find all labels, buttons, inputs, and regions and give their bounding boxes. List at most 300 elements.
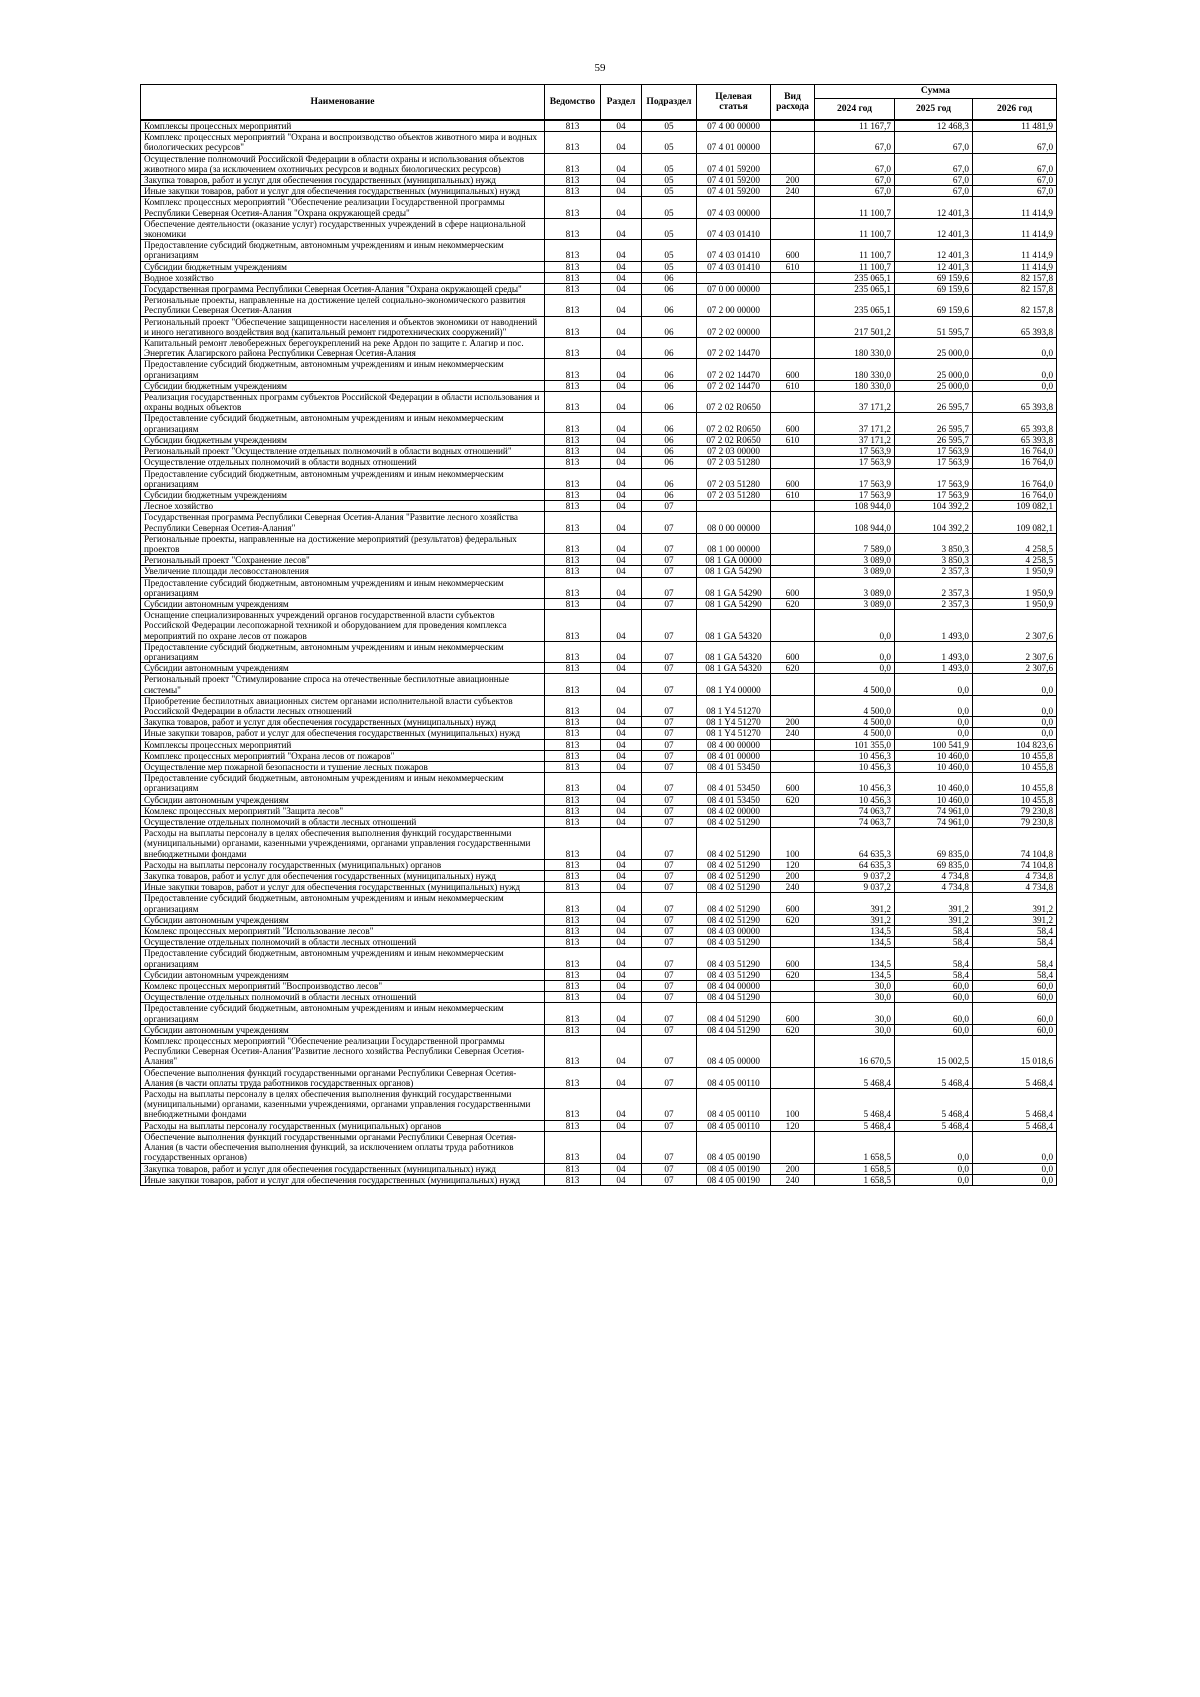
table-row <box>141 284 1057 295</box>
row-sum-2024: 37 171,2 <box>815 434 895 445</box>
row-sum-2025: 67,0 <box>895 186 973 197</box>
table-row <box>141 750 1057 761</box>
row-vr <box>771 272 815 283</box>
page-number: 59 <box>594 62 606 74</box>
row-sum-2025: 25 000,0 <box>895 380 973 391</box>
row-cs: 07 0 00 00000 <box>697 284 771 295</box>
row-razdel: 04 <box>601 457 642 468</box>
row-vr <box>771 218 815 239</box>
row-vr <box>771 457 815 468</box>
row-podrazdel: 07 <box>642 1174 697 1185</box>
row-vr: 200 <box>771 175 815 186</box>
row-sum-2024: 67,0 <box>815 186 895 197</box>
row-vr: 620 <box>771 969 815 980</box>
row-cs: 08 4 01 53450 <box>697 794 771 805</box>
row-sum-2026: 74 104,8 <box>973 828 1057 860</box>
row-name: Предоставление субсидий бюджетным, автономным учреждениям и иным некоммерческим организациям <box>141 893 545 914</box>
row-sum-2026: 391,2 <box>973 914 1057 925</box>
row-podrazdel: 06 <box>642 468 697 489</box>
row-razdel: 04 <box>601 1089 642 1121</box>
row-name: Осуществление отдельных полномочий в области лесных отношений <box>141 817 545 828</box>
row-podrazdel: 06 <box>642 316 697 337</box>
row-sum-2024: 16 670,5 <box>815 1036 895 1068</box>
row-cs: 07 4 01 59200 <box>697 175 771 186</box>
row-cs: 07 2 02 R0650 <box>697 434 771 445</box>
row-razdel: 04 <box>601 610 642 642</box>
row-cs: 07 2 02 00000 <box>697 316 771 337</box>
row-sum-2024: 4 500,0 <box>815 717 895 728</box>
row-razdel: 04 <box>601 794 642 805</box>
row-cs: 08 4 03 00000 <box>697 926 771 937</box>
row-razdel: 04 <box>601 512 642 533</box>
row-razdel: 04 <box>601 316 642 337</box>
row-sum-2025: 12 401,3 <box>895 197 973 218</box>
table-row <box>141 1131 1057 1163</box>
table-row <box>141 893 1057 914</box>
table-row <box>141 948 1057 969</box>
row-ved: 813 <box>545 948 601 969</box>
row-podrazdel: 06 <box>642 489 697 500</box>
table-row <box>141 153 1057 174</box>
row-sum-2024: 64 635,3 <box>815 859 895 870</box>
row-razdel: 04 <box>601 338 642 359</box>
row-sum-2024: 10 456,3 <box>815 773 895 794</box>
row-razdel: 04 <box>601 240 642 261</box>
table-row <box>141 218 1057 239</box>
row-sum-2024: 180 330,0 <box>815 338 895 359</box>
header-podrazdel: Подраздел <box>642 85 697 121</box>
row-sum-2024: 217 501,2 <box>815 316 895 337</box>
row-name: Субсидии автономным учреждениям <box>141 663 545 674</box>
row-sum-2025: 60,0 <box>895 981 973 992</box>
row-razdel: 04 <box>601 893 642 914</box>
row-podrazdel: 07 <box>642 937 697 948</box>
row-sum-2025: 26 595,7 <box>895 392 973 413</box>
row-cs: 08 4 02 51290 <box>697 882 771 893</box>
row-name: Осуществление отдельных полномочий в области лесных отношений <box>141 937 545 948</box>
row-sum-2025: 69 159,6 <box>895 284 973 295</box>
row-razdel: 04 <box>601 566 642 577</box>
table-row <box>141 717 1057 728</box>
table-row <box>141 882 1057 893</box>
row-podrazdel: 07 <box>642 641 697 662</box>
row-sum-2025: 12 401,3 <box>895 261 973 272</box>
row-ved: 813 <box>545 380 601 391</box>
row-name: Закупка товаров, работ и услуг для обеспечения государственных (муниципальных) нужд <box>141 175 545 186</box>
row-sum-2024: 4 500,0 <box>815 728 895 739</box>
row-sum-2026: 5 468,4 <box>973 1120 1057 1131</box>
row-vr: 600 <box>771 240 815 261</box>
row-podrazdel: 07 <box>642 717 697 728</box>
row-sum-2024: 11 100,7 <box>815 240 895 261</box>
row-sum-2025: 100 541,9 <box>895 739 973 750</box>
row-sum-2024: 1 658,5 <box>815 1163 895 1174</box>
row-sum-2025: 10 460,0 <box>895 761 973 772</box>
row-ved: 813 <box>545 555 601 566</box>
row-sum-2026: 15 018,6 <box>973 1036 1057 1068</box>
row-sum-2024: 1 658,5 <box>815 1174 895 1185</box>
row-sum-2024: 9 037,2 <box>815 882 895 893</box>
row-cs: 07 2 00 00000 <box>697 295 771 316</box>
row-ved: 813 <box>545 728 601 739</box>
row-vr <box>771 533 815 554</box>
row-cs: 08 4 04 51290 <box>697 992 771 1003</box>
row-vr: 600 <box>771 577 815 598</box>
table-row <box>141 132 1057 153</box>
row-vr <box>771 284 815 295</box>
row-sum-2024: 30,0 <box>815 1003 895 1024</box>
row-ved: 813 <box>545 295 601 316</box>
row-sum-2025: 60,0 <box>895 992 973 1003</box>
row-name: Водное хозяйство <box>141 272 545 283</box>
row-vr <box>771 392 815 413</box>
row-sum-2024: 4 500,0 <box>815 695 895 716</box>
row-sum-2026: 10 455,8 <box>973 761 1057 772</box>
row-ved: 813 <box>545 153 601 174</box>
row-ved: 813 <box>545 120 601 132</box>
row-sum-2025: 3 850,3 <box>895 555 973 566</box>
row-podrazdel: 07 <box>642 1067 697 1088</box>
row-cs: 08 4 04 00000 <box>697 981 771 992</box>
row-cs: 07 2 03 51280 <box>697 468 771 489</box>
table-row <box>141 316 1057 337</box>
row-podrazdel: 07 <box>642 674 697 695</box>
row-cs: 08 4 01 53450 <box>697 773 771 794</box>
row-vr <box>771 992 815 1003</box>
row-sum-2026: 58,4 <box>973 948 1057 969</box>
row-sum-2024: 391,2 <box>815 914 895 925</box>
row-podrazdel: 07 <box>642 1036 697 1068</box>
row-ved: 813 <box>545 717 601 728</box>
row-razdel: 04 <box>601 859 642 870</box>
row-cs <box>697 272 771 283</box>
row-ved: 813 <box>545 663 601 674</box>
row-sum-2024: 74 063,7 <box>815 817 895 828</box>
table-row <box>141 380 1057 391</box>
row-name: Субсидии автономным учреждениям <box>141 914 545 925</box>
row-sum-2025: 58,4 <box>895 926 973 937</box>
row-sum-2026: 79 230,8 <box>973 817 1057 828</box>
table-row <box>141 338 1057 359</box>
row-name: Лесное хозяйство <box>141 501 545 512</box>
row-razdel: 04 <box>601 750 642 761</box>
row-sum-2026: 11 414,9 <box>973 218 1057 239</box>
row-sum-2025: 2 357,3 <box>895 577 973 598</box>
row-sum-2026: 1 950,9 <box>973 566 1057 577</box>
row-name: Комлекс процессных мероприятий "Защита лесов" <box>141 805 545 816</box>
row-sum-2024: 17 563,9 <box>815 446 895 457</box>
row-name: Капитальный ремонт левобережных берегоукреплений на реке Ардон по защите г. Алагир и пос. Энергетик Алагирского района Республики Северная Осетия-Алания <box>141 338 545 359</box>
row-cs: 08 4 05 00110 <box>697 1067 771 1088</box>
row-sum-2025: 1 493,0 <box>895 641 973 662</box>
row-podrazdel: 07 <box>642 739 697 750</box>
row-cs: 08 1 GA 54290 <box>697 577 771 598</box>
row-vr: 100 <box>771 828 815 860</box>
row-cs: 08 4 00 00000 <box>697 739 771 750</box>
row-razdel: 04 <box>601 1003 642 1024</box>
table-row <box>141 914 1057 925</box>
row-sum-2025: 0,0 <box>895 717 973 728</box>
row-razdel: 04 <box>601 1131 642 1163</box>
row-sum-2024: 134,5 <box>815 948 895 969</box>
row-podrazdel: 07 <box>642 610 697 642</box>
row-sum-2026: 109 082,1 <box>973 512 1057 533</box>
row-name: Региональные проекты, направленные на достижение мероприятий (результатов) федеральных проектов <box>141 533 545 554</box>
row-sum-2026: 0,0 <box>973 1174 1057 1185</box>
row-name: Осуществление отдельных полномочий в области водных отношений <box>141 457 545 468</box>
row-sum-2026: 0,0 <box>973 380 1057 391</box>
row-sum-2026: 67,0 <box>973 186 1057 197</box>
row-name: Иные закупки товаров, работ и услуг для обеспечения государственных (муниципальных) нужд <box>141 728 545 739</box>
table-row <box>141 457 1057 468</box>
row-razdel: 04 <box>601 937 642 948</box>
row-sum-2026: 2 307,6 <box>973 641 1057 662</box>
row-razdel: 04 <box>601 380 642 391</box>
row-vr <box>771 512 815 533</box>
row-sum-2026: 4 258,5 <box>973 533 1057 554</box>
row-sum-2026: 60,0 <box>973 981 1057 992</box>
row-name: Комплексы процессных мероприятий <box>141 120 545 132</box>
row-name: Расходы на выплаты персоналу государственных (муниципальных) органов <box>141 859 545 870</box>
row-cs: 07 2 02 R0650 <box>697 392 771 413</box>
row-sum-2024: 11 100,7 <box>815 218 895 239</box>
row-sum-2024: 11 167,7 <box>815 120 895 132</box>
row-vr: 120 <box>771 859 815 870</box>
row-name: Субсидии автономным учреждениям <box>141 969 545 980</box>
table-row <box>141 773 1057 794</box>
header-ved: Ведомство <box>545 85 601 121</box>
row-sum-2024: 0,0 <box>815 641 895 662</box>
row-podrazdel: 07 <box>642 794 697 805</box>
row-sum-2026: 2 307,6 <box>973 610 1057 642</box>
row-sum-2026: 0,0 <box>973 338 1057 359</box>
row-vr: 240 <box>771 186 815 197</box>
table-row <box>141 197 1057 218</box>
row-sum-2025: 391,2 <box>895 893 973 914</box>
row-sum-2025: 69 835,0 <box>895 828 973 860</box>
row-sum-2025: 60,0 <box>895 1024 973 1035</box>
row-sum-2024: 1 658,5 <box>815 1131 895 1163</box>
row-vr: 200 <box>771 871 815 882</box>
table-row <box>141 1024 1057 1035</box>
row-podrazdel: 07 <box>642 1089 697 1121</box>
row-sum-2024: 235 065,1 <box>815 284 895 295</box>
row-sum-2026: 0,0 <box>973 674 1057 695</box>
row-razdel: 04 <box>601 1024 642 1035</box>
row-razdel: 04 <box>601 1036 642 1068</box>
row-sum-2025: 10 460,0 <box>895 773 973 794</box>
row-podrazdel: 06 <box>642 295 697 316</box>
header-razdel: Раздел <box>601 85 642 121</box>
row-sum-2026: 11 481,9 <box>973 120 1057 132</box>
row-sum-2026: 67,0 <box>973 175 1057 186</box>
row-razdel: 04 <box>601 272 642 283</box>
budget-table <box>140 84 1057 1186</box>
row-podrazdel: 07 <box>642 773 697 794</box>
row-ved: 813 <box>545 1003 601 1024</box>
row-name: Оснащение специализированных учреждений органов государственной власти субъектов Российской Федерации лесопожарной техникой и оборудованием для проведения комплекса мероприятий по охране лесов от пожаров <box>141 610 545 642</box>
row-razdel: 04 <box>601 468 642 489</box>
row-vr <box>771 805 815 816</box>
row-vr: 600 <box>771 773 815 794</box>
row-sum-2024: 180 330,0 <box>815 380 895 391</box>
table-row <box>141 1120 1057 1131</box>
row-podrazdel: 05 <box>642 132 697 153</box>
row-sum-2024: 134,5 <box>815 969 895 980</box>
table-row <box>141 261 1057 272</box>
row-razdel: 04 <box>601 969 642 980</box>
row-ved: 813 <box>545 434 601 445</box>
row-sum-2024: 10 456,3 <box>815 750 895 761</box>
row-sum-2026: 0,0 <box>973 695 1057 716</box>
row-ved: 813 <box>545 197 601 218</box>
table-row <box>141 1067 1057 1088</box>
row-podrazdel: 07 <box>642 1003 697 1024</box>
row-ved: 813 <box>545 610 601 642</box>
row-razdel: 04 <box>601 761 642 772</box>
row-sum-2026: 60,0 <box>973 992 1057 1003</box>
row-name: Региональный проект "Осуществление отдельных полномочий в области водных отношений" <box>141 446 545 457</box>
row-name: Осуществление полномочий Российской Федерации в области охраны и использования объектов животного мира (за исключением охотничьих ресурсов и водных биологических ресурсов) <box>141 153 545 174</box>
row-sum-2024: 5 468,4 <box>815 1067 895 1088</box>
row-name: Увеличение площади лесовосстановления <box>141 566 545 577</box>
row-razdel: 04 <box>601 186 642 197</box>
row-sum-2025: 67,0 <box>895 132 973 153</box>
row-sum-2026: 58,4 <box>973 969 1057 980</box>
row-razdel: 04 <box>601 739 642 750</box>
row-podrazdel: 07 <box>642 501 697 512</box>
row-cs: 07 2 02 14470 <box>697 359 771 380</box>
row-podrazdel: 07 <box>642 750 697 761</box>
table-row <box>141 555 1057 566</box>
row-name: Комплекс процессных мероприятий "Охрана и воспроизводство объектов животного мира и водных биологических ресурсов" <box>141 132 545 153</box>
row-ved: 813 <box>545 805 601 816</box>
row-cs: 08 1 GA 00000 <box>697 555 771 566</box>
table-row <box>141 501 1057 512</box>
row-podrazdel: 07 <box>642 882 697 893</box>
table-row <box>141 434 1057 445</box>
row-vr <box>771 750 815 761</box>
row-ved: 813 <box>545 338 601 359</box>
row-cs: 08 1 Y4 51270 <box>697 728 771 739</box>
row-ved: 813 <box>545 1174 601 1185</box>
table-body <box>141 120 1057 1185</box>
row-vr <box>771 674 815 695</box>
row-ved: 813 <box>545 457 601 468</box>
row-sum-2026: 104 823,6 <box>973 739 1057 750</box>
row-name: Предоставление субсидий бюджетным, автономным учреждениям и иным некоммерческим организациям <box>141 948 545 969</box>
row-vr <box>771 937 815 948</box>
row-podrazdel: 07 <box>642 512 697 533</box>
row-podrazdel: 07 <box>642 805 697 816</box>
table-row <box>141 794 1057 805</box>
row-vr: 600 <box>771 1003 815 1024</box>
row-podrazdel: 07 <box>642 893 697 914</box>
row-sum-2025: 4 734,8 <box>895 871 973 882</box>
row-sum-2025: 1 493,0 <box>895 610 973 642</box>
row-sum-2026: 16 764,0 <box>973 457 1057 468</box>
row-sum-2025: 69 835,0 <box>895 859 973 870</box>
row-podrazdel: 06 <box>642 446 697 457</box>
row-ved: 813 <box>545 773 601 794</box>
row-sum-2025: 74 961,0 <box>895 817 973 828</box>
row-name: Государственная программа Республики Северная Осетия-Алания "Развитие лесного хозяйства Республики Северная Осетия-Алания" <box>141 512 545 533</box>
row-sum-2026: 4 734,8 <box>973 882 1057 893</box>
row-sum-2026: 65 393,8 <box>973 434 1057 445</box>
row-razdel: 04 <box>601 434 642 445</box>
row-ved: 813 <box>545 186 601 197</box>
row-razdel: 04 <box>601 773 642 794</box>
row-sum-2024: 134,5 <box>815 926 895 937</box>
row-sum-2026: 16 764,0 <box>973 489 1057 500</box>
row-sum-2024: 5 468,4 <box>815 1089 895 1121</box>
table-row <box>141 610 1057 642</box>
row-sum-2025: 69 159,6 <box>895 272 973 283</box>
row-ved: 813 <box>545 413 601 434</box>
row-sum-2026: 74 104,8 <box>973 859 1057 870</box>
row-ved: 813 <box>545 641 601 662</box>
row-vr <box>771 566 815 577</box>
row-sum-2025: 17 563,9 <box>895 468 973 489</box>
row-name: Осуществление отдельных полномочий в области лесных отношений <box>141 992 545 1003</box>
row-name: Субсидии автономным учреждениям <box>141 598 545 609</box>
row-name: Комлекс процессных мероприятий "Использование лесов" <box>141 926 545 937</box>
row-name: Расходы на выплаты персоналу в целях обеспечения выполнения функций государственными (муниципальными) органами, казенными учреждениями, органами управления государственными внебюджетными фондами <box>141 828 545 860</box>
row-vr <box>771 153 815 174</box>
row-sum-2026: 5 468,4 <box>973 1067 1057 1088</box>
row-vr <box>771 555 815 566</box>
row-name: Комплекс процессных мероприятий "Охрана лесов от пожаров" <box>141 750 545 761</box>
row-cs: 08 4 04 51290 <box>697 1024 771 1035</box>
row-name: Обеспечение деятельности (оказание услуг) государственных учреждений в сфере национальной экономики <box>141 218 545 239</box>
row-sum-2024: 235 065,1 <box>815 295 895 316</box>
row-vr: 620 <box>771 914 815 925</box>
row-sum-2026: 82 157,8 <box>973 295 1057 316</box>
row-razdel: 04 <box>601 1120 642 1131</box>
header-name: Наименование <box>141 85 545 121</box>
row-sum-2024: 37 171,2 <box>815 413 895 434</box>
row-vr: 610 <box>771 261 815 272</box>
row-ved: 813 <box>545 261 601 272</box>
table-row <box>141 926 1057 937</box>
row-sum-2026: 391,2 <box>973 893 1057 914</box>
row-razdel: 04 <box>601 1163 642 1174</box>
row-sum-2025: 0,0 <box>895 674 973 695</box>
row-podrazdel: 06 <box>642 380 697 391</box>
row-sum-2025: 391,2 <box>895 914 973 925</box>
row-podrazdel: 05 <box>642 261 697 272</box>
row-vr <box>771 739 815 750</box>
row-podrazdel: 06 <box>642 359 697 380</box>
row-podrazdel: 07 <box>642 695 697 716</box>
row-sum-2026: 65 393,8 <box>973 392 1057 413</box>
row-sum-2025: 26 595,7 <box>895 434 973 445</box>
row-razdel: 04 <box>601 218 642 239</box>
row-name: Расходы на выплаты персоналу в целях обеспечения выполнения функций государственными (муниципальными) органами, казенными учреждениями, органами управления государственными внебюджетными фондами <box>141 1089 545 1121</box>
row-sum-2024: 235 065,1 <box>815 272 895 283</box>
row-sum-2024: 11 100,7 <box>815 197 895 218</box>
row-name: Приобретение беспилотных авиационных систем органами исполнительной власти субъектов Российской Федерации в области лесных отношений <box>141 695 545 716</box>
row-vr <box>771 316 815 337</box>
row-podrazdel: 07 <box>642 926 697 937</box>
row-sum-2026: 10 455,8 <box>973 773 1057 794</box>
row-sum-2026: 67,0 <box>973 153 1057 174</box>
row-cs: 07 4 03 00000 <box>697 197 771 218</box>
row-vr <box>771 695 815 716</box>
row-sum-2024: 0,0 <box>815 663 895 674</box>
row-ved: 813 <box>545 1131 601 1163</box>
table-row <box>141 598 1057 609</box>
